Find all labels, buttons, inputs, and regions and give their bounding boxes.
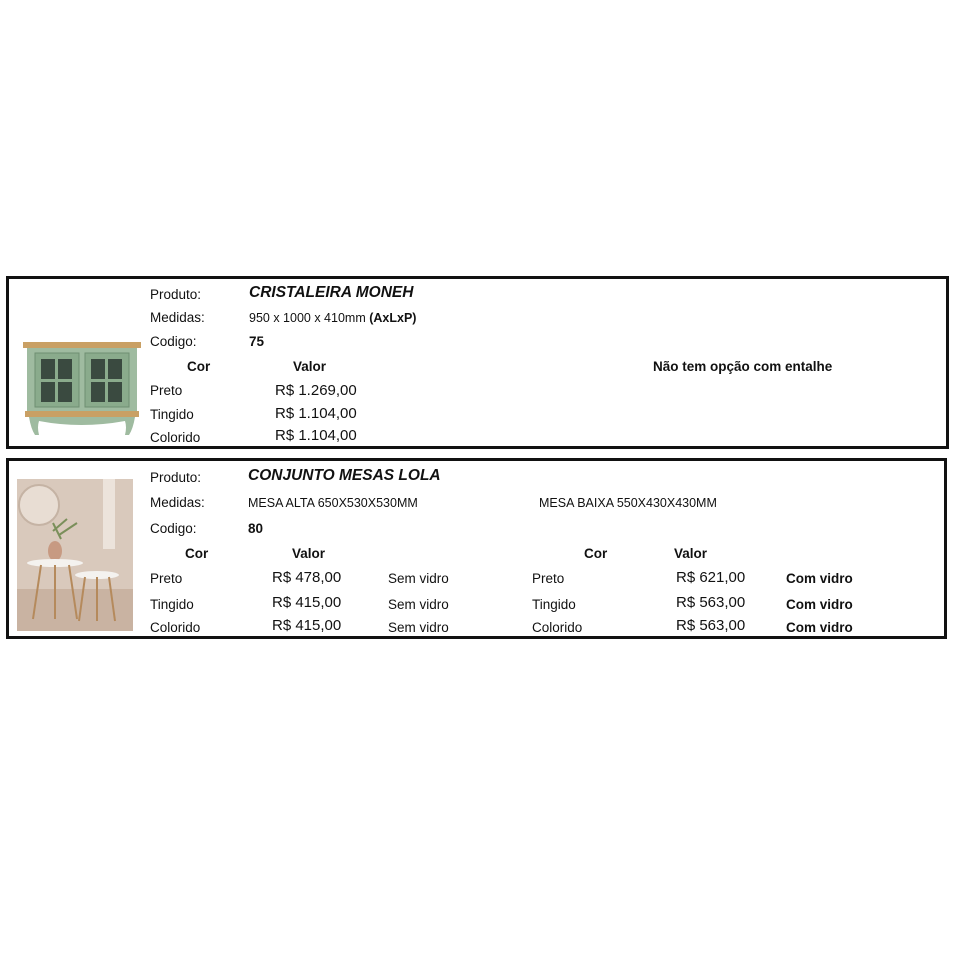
cor-header-alta: Cor (185, 546, 209, 561)
product-name: CRISTALEIRA MONEH (249, 284, 414, 301)
row-valor: R$ 1.104,00 (275, 405, 357, 422)
row-cor: Tingido (150, 407, 194, 422)
codigo-value: 75 (249, 334, 265, 349)
side-tables-photo (17, 479, 133, 631)
medidas-label: Medidas: (150, 495, 205, 510)
green-cabinet-image (21, 337, 143, 439)
produto-label: Produto: (150, 470, 202, 485)
codigo-value: 80 (248, 521, 264, 536)
medidas-value: 950 x 1000 x 410mm (AxLxP) (249, 311, 417, 325)
valor-header-alta: Valor (292, 546, 326, 561)
row-cor: Preto (150, 383, 183, 398)
row-valor: R$ 415,00 (272, 594, 342, 611)
medidas-alta: MESA ALTA 650X530X530MM (248, 496, 418, 510)
row-valor: R$ 621,00 (676, 569, 746, 586)
row-cor: Preto (150, 571, 183, 586)
row-vidro: Sem vidro (388, 571, 449, 586)
row-valor: R$ 1.269,00 (275, 382, 357, 399)
medidas-label: Medidas: (150, 310, 205, 325)
row-vidro: Sem vidro (388, 597, 449, 612)
row-vidro: Com vidro (786, 620, 853, 635)
product-name: CONJUNTO MESAS LOLA (248, 467, 441, 484)
row-valor: R$ 563,00 (676, 617, 746, 634)
row-cor: Colorido (532, 620, 583, 635)
cor-header-baixa: Cor (584, 546, 608, 561)
row-vidro: Com vidro (786, 597, 853, 612)
cor-header: Cor (187, 359, 211, 374)
row-cor: Preto (532, 571, 565, 586)
medidas-baixa: MESA BAIXA 550X430X430MM (539, 496, 717, 510)
codigo-label: Codigo: (150, 521, 197, 536)
row-valor: R$ 478,00 (272, 569, 342, 586)
valor-header: Valor (293, 359, 327, 374)
row-cor: Tingido (150, 597, 194, 612)
row-valor: R$ 1.104,00 (275, 427, 357, 444)
produto-label: Produto: (150, 287, 202, 302)
row-cor: Colorido (150, 620, 201, 635)
row-valor: R$ 415,00 (272, 617, 342, 634)
row-vidro: Sem vidro (388, 620, 449, 635)
codigo-label: Codigo: (150, 334, 197, 349)
row-valor: R$ 563,00 (676, 594, 746, 611)
row-vidro: Com vidro (786, 571, 853, 586)
note-text: Não tem opção com entalhe (653, 359, 833, 374)
product-card-cristaleira (6, 276, 949, 449)
valor-header-baixa: Valor (674, 546, 708, 561)
row-cor: Colorido (150, 430, 201, 445)
product-card-lola (6, 458, 947, 639)
row-cor: Tingido (532, 597, 576, 612)
